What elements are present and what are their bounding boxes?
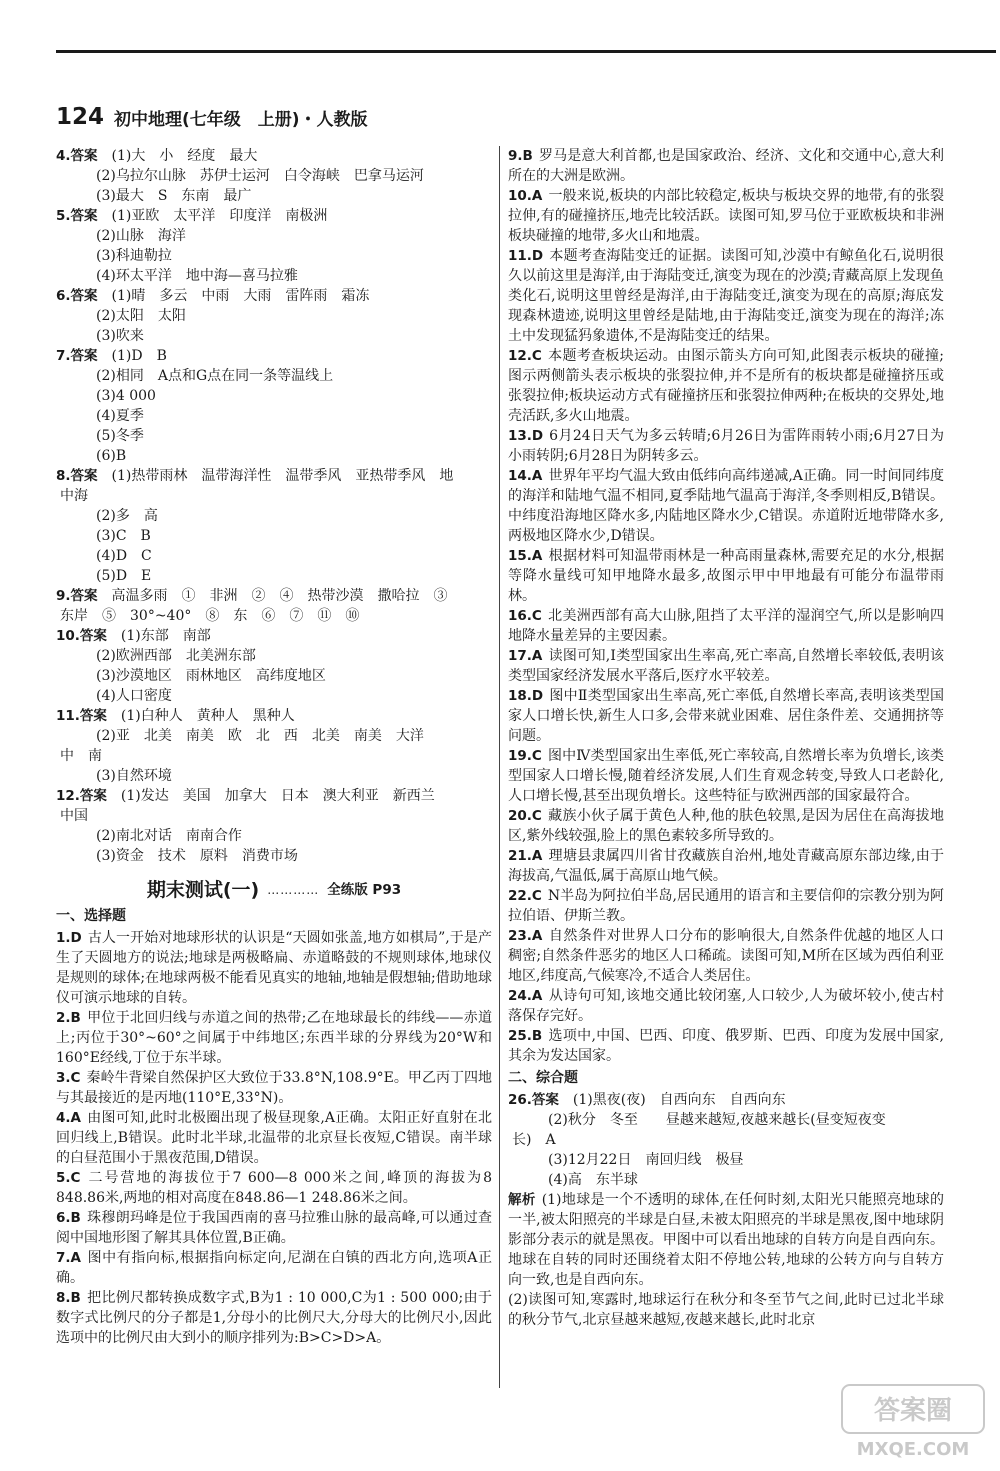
question-number: 10.答案 — [56, 628, 107, 644]
answer-line: (2)亚 北美 南美 欧 北 西 北美 南美 大洋 — [96, 728, 424, 744]
explanation-text: 图中Ⅳ类型国家出生率低,死亡率较高,自然增长率为负增长,该类型国家人口增长慢,随着经济发展,人们生育观念转变,导致人口老龄化,人口增长慢,甚至出现负增长。这些特征与欧洲西部的国家最符合。 — [508, 748, 944, 804]
question-number: 19.C — [508, 748, 542, 764]
answer-text: (1)亚欧 太平洋 印度洋 南极洲 — [111, 208, 328, 224]
answer-text: (1)晴 多云 中雨 大雨 雷阵雨 霜冻 — [111, 288, 370, 304]
question-number: 7.A — [56, 1250, 81, 1266]
answer-text: (1)D B — [111, 348, 167, 364]
answer-line: (3)4 000 — [96, 388, 156, 404]
question-number: 22.C — [508, 888, 542, 904]
answer-line — [56, 146, 492, 166]
explanation-item — [508, 686, 944, 746]
answer-line: (2)太阳 太阳 — [96, 308, 186, 324]
explanation-item — [56, 1008, 492, 1068]
answer-text: (1)大 小 经度 最大 — [111, 148, 258, 164]
explanation-item — [508, 466, 944, 546]
section-title — [56, 880, 492, 900]
question-number: 23.A — [508, 928, 543, 944]
answer-line: (2)欧洲西部 北美洲东部 — [96, 648, 256, 664]
page-header — [56, 102, 368, 132]
question-number: 6.B — [56, 1210, 81, 1226]
explanation-text: 图中Ⅱ类型国家出生率高,死亡率低,自然增长率高,表明该类型国家人口增长快,新生人口多,会带来就业困难、居住条件差、交通拥挤等问题。 — [508, 688, 944, 744]
explanation-text: 古人一开始对地球形状的认识是“天圆如张盖,地方如棋局”,于是产生了天圆地方的说法;地球是两极略扁、赤道略鼓的不规则球体,地球仪是规则的球体;在地球两极不能看见真实的地轴,地轴是假想轴;借助地球仪可演示地球的自转。 — [56, 930, 492, 1006]
answer-line: (3)沙漠地区 雨林地区 高纬度地区 — [96, 668, 326, 684]
explanation-item — [508, 1026, 944, 1066]
question-number: 8.答案 — [56, 468, 98, 484]
explanation-text: 二号营地的海拔位于7 600—8 000米之间,峰顶的海拔为8 848.86米,两地的相对高度在848.86—1 248.86米之间。 — [56, 1170, 492, 1206]
explanation-text: 理塘县隶属四川省甘孜藏族自治州,地处青藏高原东部边缘,由于海拔高,气温低,属于高原山地气候。 — [508, 848, 944, 884]
answer-line: (2)山脉 海洋 — [96, 228, 186, 244]
answer-line — [56, 786, 492, 806]
answer-line: (3)最大 S 东南 最广 — [96, 188, 252, 204]
answer-item — [56, 786, 492, 866]
right-column — [508, 146, 944, 1330]
question-number: 18.D — [508, 688, 544, 704]
question-number: 3.C — [56, 1070, 81, 1086]
question-number: 5.答案 — [56, 208, 98, 224]
answer-line: (2)秋分 冬至 昼越来越短,夜越来越长(昼变短夜变 — [548, 1112, 886, 1128]
explanation-text: 一般来说,板块的内部比较稳定,板块与板块交界的地带,有的张裂拉伸,有的碰撞挤压,地壳比较活跃。读图可知,罗马位于亚欧板块和非洲板块碰撞的地带,多火山和地震。 — [508, 188, 944, 244]
answer-line: (2)乌拉尔山脉 苏伊士运河 白令海峡 巴拿马运河 — [96, 168, 424, 184]
explanation-text: 秦岭牛背梁自然保护区大致位于33.8°N,108.9°E。甲乙丙丁四地与其最接近的是丙地(110°E,33°N)。 — [56, 1070, 492, 1106]
question-number: 9.答案 — [56, 588, 98, 604]
answer-line: (5)冬季 — [96, 428, 144, 444]
section-dots: ………… — [267, 883, 320, 897]
explanation-item — [508, 926, 944, 986]
explanation-item — [508, 146, 944, 186]
subheading-choice: 一、选择题 — [56, 908, 126, 924]
answer-line — [56, 346, 492, 366]
answer-line-continued: 中海 — [60, 488, 88, 504]
top-rule — [56, 50, 996, 53]
question-number: 20.C — [508, 808, 542, 824]
question-number: 10.A — [508, 188, 543, 204]
answer-item — [508, 1090, 944, 1190]
explanation-item — [508, 426, 944, 466]
answer-text: (1)白种人 黄种人 黑种人 — [120, 708, 295, 724]
section-reference: 全练版 P93 — [327, 882, 402, 898]
answer-line: (2)南北对话 南南合作 — [96, 828, 242, 844]
answer-line: (3)12月22日 南回归线 极昼 — [548, 1152, 744, 1168]
question-number: 13.D — [508, 428, 544, 444]
question-number: 12.C — [508, 348, 542, 364]
left-column — [56, 146, 492, 1348]
question-number: 24.A — [508, 988, 543, 1004]
answer-line: (3)C B — [96, 528, 151, 544]
answer-line-continued: 东岸 ⑤ 30°~40° ⑧ 东 ⑥ ⑦ ⑪ ⑩ — [60, 608, 360, 624]
analysis-block — [508, 1190, 944, 1290]
answer-item — [56, 146, 492, 206]
answer-line: (2)多 高 — [96, 508, 158, 524]
answer-line — [56, 706, 492, 726]
question-number: 25.B — [508, 1028, 543, 1044]
explanation-text: N半岛为阿拉伯半岛,居民通用的语言和主要信仰的宗教分别为阿拉伯语、伊斯兰教。 — [508, 888, 944, 924]
question-number: 2.B — [56, 1010, 81, 1026]
question-number: 12.答案 — [56, 788, 107, 804]
watermark-logo — [838, 1381, 988, 1463]
answer-line-continued: 中国 — [60, 808, 88, 824]
question-number: 11.答案 — [56, 708, 107, 724]
svg-text:MXQE.COM: MXQE.COM — [856, 1439, 970, 1460]
answer-text: (1)东部 南部 — [120, 628, 211, 644]
answer-item — [56, 286, 492, 346]
answer-item — [56, 626, 492, 706]
answer-line: (5)D E — [96, 568, 152, 584]
answer-line — [56, 286, 492, 306]
explanation-item — [508, 746, 944, 806]
explanation-text: 本题考查海陆变迁的证据。读图可知,沙漠中有鲸鱼化石,说明很久以前这里是海洋,由于海陆变迁,演变为现在的沙漠;青藏高原上发现鱼类化石,说明这里曾经是海洋,由于海陆变迁,演变为现在的高原;海底发现森林遗迹,说明这里曾经是陆地,由于海陆变迁,演变为现在的海洋;冻土中发现猛犸象遗体,不是海陆变迁的结果。 — [508, 248, 944, 344]
question-number: 16.C — [508, 608, 542, 624]
analysis-tag: 解析 — [508, 1192, 536, 1208]
question-number: 11.D — [508, 248, 544, 264]
question-number: 8.B — [56, 1290, 81, 1306]
section-title-text: 期末测试(一) — [146, 879, 260, 901]
question-number: 6.答案 — [56, 288, 98, 304]
explanation-item — [56, 1208, 492, 1248]
answer-line: (4)人口密度 — [96, 688, 172, 704]
explanation-text: 选项中,中国、巴西、印度、俄罗斯、巴西、印度为发展中国家,其余为发达国家。 — [508, 1028, 944, 1064]
answer-line: (4)D C — [96, 548, 152, 564]
explanation-text: 图中有指向标,根据指向标定向,尼湖在白镇的西北方向,选项A正确。 — [56, 1250, 492, 1286]
explanation-text: 本题考查板块运动。由图示箭头方向可知,此图表示板块的碰撞;图示两侧箭头表示板块的张裂拉伸,并不是所有的板块都是碰撞挤压或张裂拉伸;板块运动方式有碰撞挤压和张裂拉伸两种;在板块的交界处,地壳活跃,多火山地震。 — [508, 348, 944, 424]
explanation-item — [56, 1288, 492, 1348]
answer-item — [56, 346, 492, 466]
explanation-item — [508, 246, 944, 346]
answer-line — [56, 626, 492, 646]
answer-text: (1)黑夜(夜) 自西向东 自西向东 — [572, 1092, 786, 1108]
answer-line — [56, 586, 492, 606]
answer-line — [56, 466, 492, 486]
explanation-item — [56, 1248, 492, 1288]
answer-item — [56, 466, 492, 586]
explanation-item — [56, 1068, 492, 1108]
book-title: 初中地理(七年级 上册)・人教版 — [114, 109, 368, 130]
page-number: 124 — [56, 104, 105, 130]
explanation-item — [56, 1108, 492, 1168]
answer-line: (3)自然环境 — [96, 768, 172, 784]
answer-text: 高温多雨 ① 非洲 ② ④ 热带沙漠 撒哈拉 ③ — [111, 588, 448, 604]
explanation-text: 从诗句可知,该地交通比较闭塞,人口较少,人为破坏较小,使古村落保存完好。 — [508, 988, 944, 1024]
answer-line — [56, 206, 492, 226]
explanation-item — [508, 886, 944, 926]
answer-line — [508, 1090, 944, 1110]
explanation-text: 由图可知,此时北极圈出现了极昼现象,A正确。太阳正好直射在北回归线上,B错误。此时北半球,北温带的北京昼长夜短,C错误。南半球的白昼范围小于黑夜范围,D错误。 — [56, 1110, 492, 1166]
svg-text:答案圈: 答案圈 — [873, 1396, 953, 1426]
answer-line: (3)资金 技术 原料 消费市场 — [96, 848, 298, 864]
answer-line-continued: 长) A — [512, 1132, 556, 1148]
explanation-text: 把比例尺都转换成数字式,B为1 : 10 000,C为1 : 500 000;由于数字式比例尺的分子都是1,分母小的比例尺大,分母大的比例尺小,因此选项中的比例尺由大到小的顺序排列为:B>C>D>A。 — [56, 1290, 492, 1346]
explanation-text: 自然条件对世界人口分布的影响很大,自然条件优越的地区人口稠密;自然条件恶劣的地区人口稀疏。读图可知,M所在区域为西伯利亚地区,纬度高,气候寒冷,不适合人类居住。 — [508, 928, 944, 984]
question-number: 1.D — [56, 930, 82, 946]
question-number: 9.B — [508, 148, 533, 164]
analysis-text-2: (2)读图可知,寒露时,地球运行在秋分和冬至节气之间,此时已过北半球的秋分节气,北京昼越来越短,夜越来越长,此时北京 — [508, 1292, 944, 1328]
explanation-item — [508, 186, 944, 246]
explanation-text: 6月24日天气为多云转晴;6月26日为雷阵雨转小雨;6月27日为小雨转阴;6月28日为阴转多云。 — [508, 428, 944, 464]
answer-line: (3)吹来 — [96, 328, 144, 344]
explanation-item — [508, 986, 944, 1026]
question-number: 4.A — [56, 1110, 81, 1126]
analysis-text: (1)地球是一个不透明的球体,在任何时刻,太阳光只能照亮地球的一半,被太阳照亮的半球是白昼,未被太阳照亮的半球是黑夜,图中地球阴影部分表示的就是黑夜。甲图中可以看出地球的自转方向是自西向东。地球在自转的同时还围绕着太阳不停地公转,地球的公转方向与自转方向一致,也是自西向东。 — [508, 1192, 944, 1288]
explanation-item — [508, 346, 944, 426]
explanation-text: 罗马是意大利首都,也是国家政治、经济、文化和交通中心,意大利所在的大洲是欧洲。 — [508, 148, 944, 184]
answer-line-continued: 中 南 — [60, 748, 102, 764]
explanation-text: 世界年平均气温大致由低纬向高纬递减,A正确。同一时间同纬度的海洋和陆地气温不相同,夏季陆地气温高于海洋,冬季则相反,B错误。中纬度沿海地区降水多,内陆地区降水少,C错误。赤道附近地带降水多,两极地区降水少,D错误。 — [508, 468, 944, 544]
explanation-item — [508, 606, 944, 646]
answer-item — [56, 706, 492, 786]
question-number: 21.A — [508, 848, 543, 864]
explanation-text: 读图可知,Ⅰ类型国家出生率高,死亡率高,自然增长率较低,表明该类型国家经济发展水平落后,医疗水平较差。 — [508, 648, 944, 684]
explanation-text: 北美洲西部有高大山脉,阻挡了太平洋的湿润空气,所以是影响四地降水量差异的主要因素。 — [508, 608, 944, 644]
answer-line: (4)高 东半球 — [548, 1172, 638, 1188]
explanation-text: 藏族小伙子属于黄色人种,他的肤色较黑,是因为居住在高海拔地区,紫外线较强,脸上的黑色素较多所导致的。 — [508, 808, 944, 844]
answer-line: (2)相同 A点和G点在同一条等温线上 — [96, 368, 334, 384]
answer-item — [56, 206, 492, 286]
explanation-item — [508, 846, 944, 886]
explanation-item — [56, 1168, 492, 1208]
question-number: 5.C — [56, 1170, 81, 1186]
answer-text: (1)发达 美国 加拿大 日本 澳大利亚 新西兰 — [120, 788, 435, 804]
question-number: 26.答案 — [508, 1092, 559, 1108]
answer-text: (1)热带雨林 温带海洋性 温带季风 亚热带季风 地 — [111, 468, 454, 484]
answer-line: (4)夏季 — [96, 408, 144, 424]
subheading-comprehensive: 二、综合题 — [508, 1070, 578, 1086]
explanation-item — [508, 806, 944, 846]
answer-line: (6)B — [96, 448, 127, 464]
explanation-text: 根据材料可知温带雨林是一种高雨量森林,需要充足的水分,根据等降水量线可知甲地降水最多,故图示甲中甲地最有可能分布温带雨林。 — [508, 548, 944, 604]
answer-line: (4)环太平洋 地中海—喜马拉雅 — [96, 268, 298, 284]
question-number: 4.答案 — [56, 148, 98, 164]
explanation-text: 甲位于北回归线与赤道之间的热带;乙在地球最长的纬线——赤道上;丙位于30°~60°之间属于中纬地区;东西半球的分界线为20°W和160°E经线,丁位于东半球。 — [56, 1010, 492, 1066]
explanation-item — [508, 646, 944, 686]
question-number: 14.A — [508, 468, 543, 484]
column-divider — [499, 146, 500, 1388]
question-number: 17.A — [508, 648, 543, 664]
answer-line: (3)科迪勒拉 — [96, 248, 172, 264]
question-number: 15.A — [508, 548, 543, 564]
question-number: 7.答案 — [56, 348, 98, 364]
answer-item — [56, 586, 492, 626]
explanation-text: 珠穆朗玛峰是位于我国西南的喜马拉雅山脉的最高峰,可以通过查阅中国地形图了解其具体位置,B正确。 — [56, 1210, 492, 1246]
explanation-item — [56, 928, 492, 1008]
explanation-item — [508, 546, 944, 606]
